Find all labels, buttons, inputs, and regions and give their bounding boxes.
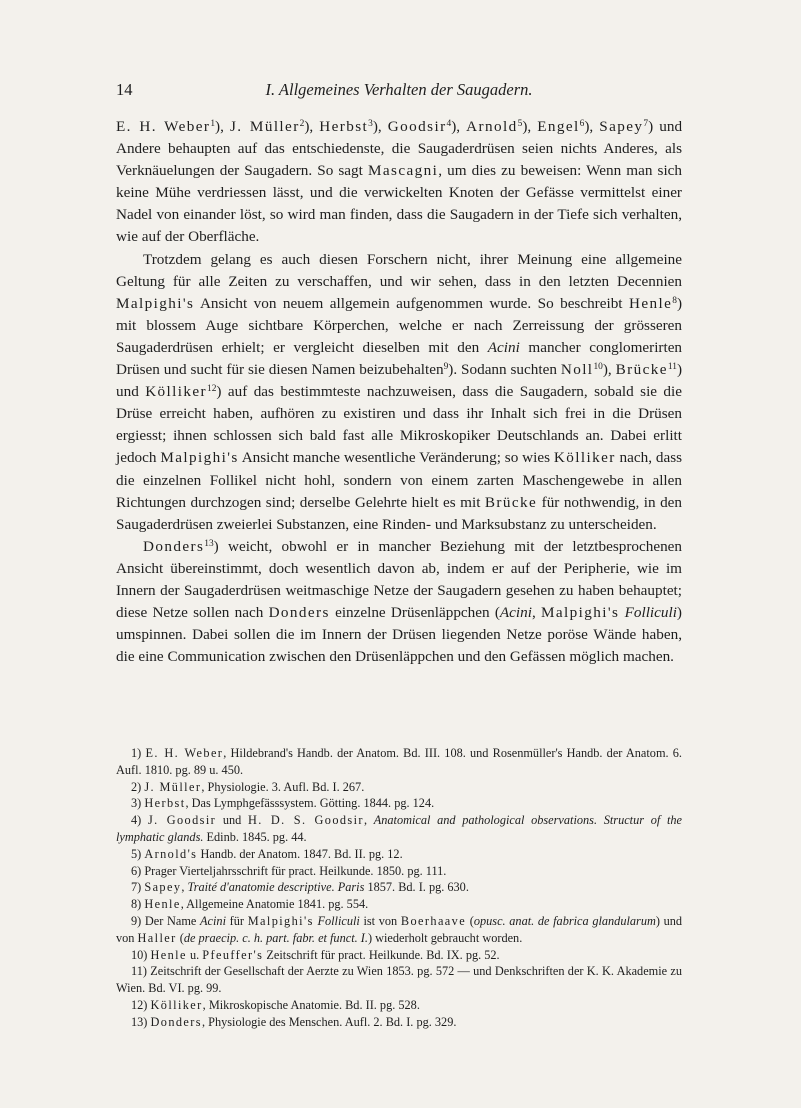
footnote: 4) J. Goodsir und H. D. S. Goodsir, Anatomical and pathological observations. Structur of the lymphatic glands. Edinb. 1845. pg. 44.	[116, 813, 683, 844]
footnote: 1) E. H. Weber, Hildebrand's Handb. der Anatom. Bd. III. 108. und Rosenmüller's Handb. der Anatom. 6. Aufl. 1810. pg. 89 u. 450.	[116, 746, 682, 777]
footnote: 6) Prager Vierteljahrsschrift für pract. Heilkunde. 1850. pg. 111.	[131, 863, 447, 878]
footnotes	[116, 745, 682, 1031]
footnote: 11) Zeitschrift der Gesellschaft der Aerzte zu Wien 1853. pg. 572 — und Denkschriften der K. K. Akademie zu Wien. Bd. VI. pg. 99.	[116, 964, 682, 996]
paragraph-3: Donders$^{13}$) weicht, obwohl er in mancher Beziehung mit der letztbesprochenen Ansicht übereinstimmt, doch wesentlich davon ab, indem er auf der Peripherie, wie im Innern der Saugaderdrüsen weitmaschige Netze der Saugadern gesehen zu haben behauptet; diese Netze sollen nach Donders einzelne Drüsenläppchen (Acini, Malpighi's Folliculi) umspinnen. Dabei sollen die im Innern der Drüsen liegenden Netze poröse Wände haben, die eine Communication zwischen den Drüsenläppchen und den Gefässen möglich machen.	[116, 537, 683, 666]
paragraph-1: E. H. Weber$^1$), J. Müller$^2$), Herbst$^3$), Goodsir$^4$), Arnold$^5$), Engel$^6$), Sapey$^7$) und Andere behaupten auf das entschiedenste, die Saugaderdrüsen seien nichts Anderes, als Verknäuelungen der Saugadern. So sagt Mascagni, um dies zu beweisen: Wenn man sich keine Mühe verdriessen lässt, und die verwickelten Knoten der Gefässe vermittelst einer Nadel von einander löst, so wird man finden, dass die Saugadern in der Tiefe sich verhalten, wie auf der Oberfläche.	[116, 118, 683, 246]
footnote: 9) Der Name Acini für Malpighi's Folliculi ist von Boerhaave (opusc. anat. de fabrica glandularum) und von Haller (de praecip. c. h. part. fabr. et funct. I.) wiederholt gebraucht worden.	[116, 913, 683, 945]
footnote: 5) Arnold's Handb. der Anatom. 1847. Bd. II. pg. 12.	[131, 846, 403, 861]
footnote: 8) Henle, Allgemeine Anatomie 1841. pg. 554.	[131, 897, 369, 912]
paragraph-2: Trotzdem gelang es auch diesen Forschern nicht, ihrer Meinung eine allgemeine Geltung für alle Zeiten zu verschaffen, und wir sehen, dass in den letzten Decennien Malpighi's Ansicht von neuem allgemein aufgenommen wurde. So beschreibt Henle$^8$) mit blossem Auge sichtbare Körperchen, welche er nach Zerreissung der grösseren Saugaderdrüsen erhielt; er vergleicht dieselben mit den Acini mancher conglomerirten Drüsen und sucht für sie diesen Namen beizubehalten$^9$). Sodann suchten Noll$^{10}$), Brücke$^{11}$) und Kölliker$^{12}$) auf das bestimmteste nachzuweisen, dass die Saugadern, sobald sie die Drüse erreicht haben, aufhören zu existiren und dass ihr Inhalt sich frei in die Drüsen ergiesst; ihnen schlossen sich bald fast alle Mikroskopiker Deutschlands an. Dabei erlitt jedoch Malpighi's Ansicht manche wesentliche Veränderung; so wies Kölliker nach, dass die einzelnen Follikel nicht hohl, sondern von einem zarten Maschengewebe in allen Richtungen durchzogen sind; derselbe Gelehrte hielt es mit Brücke für nothwendig, in den Saugaderdrüsen zweierlei Substanzen, eine Rinden- und Marksubstanz zu unterscheiden.	[116, 250, 683, 533]
footnote: 12) Kölliker, Mikroskopische Anatomie. Bd. II. pg. 528.	[131, 997, 420, 1012]
footnote: 2) J. Müller, Physiologie. 3. Aufl. Bd. I. 267.	[131, 779, 365, 794]
page-number: 14	[116, 80, 133, 99]
running-title: I. Allgemeines Verhalten der Saugadern.	[265, 80, 533, 99]
footnote: 7) Sapey, Traité d'anatomie descriptive. Paris 1857. Bd. I. pg. 630.	[131, 880, 469, 895]
footnote: 10) Henle u. Pfeuffer's Zeitschrift für pract. Heilkunde. Bd. IX. pg. 52.	[131, 947, 500, 962]
footnote: 3) Herbst, Das Lymphgefässsystem. Götting. 1844. pg. 124.	[131, 796, 435, 811]
body-text	[116, 116, 682, 668]
page-header	[116, 80, 682, 102]
footnote: 13) Donders, Physiologie des Menschen. Aufl. 2. Bd. I. pg. 329.	[131, 1014, 457, 1029]
